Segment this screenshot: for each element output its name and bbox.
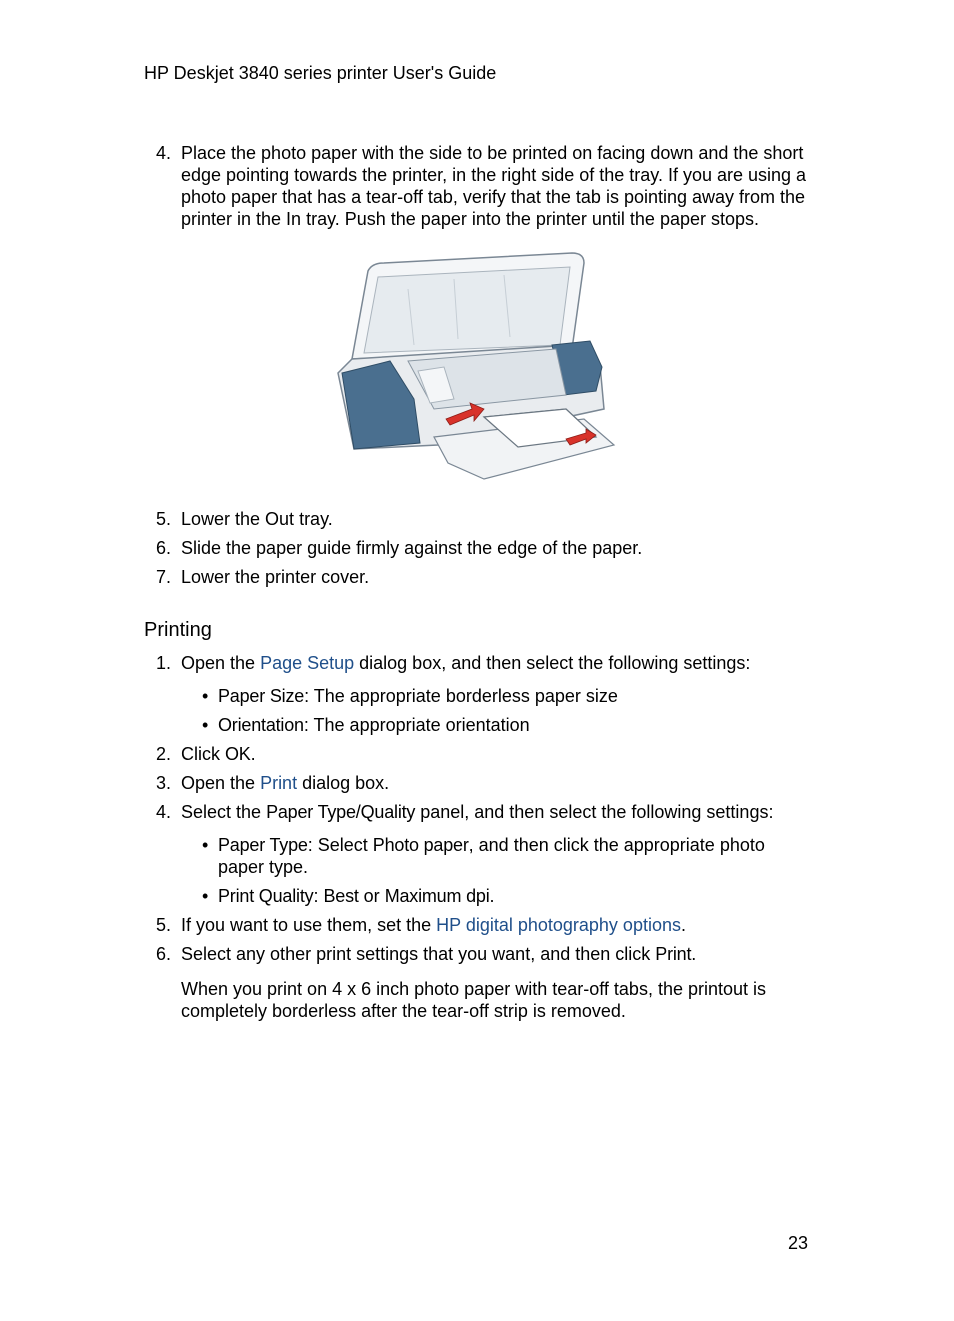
step-number: 1.: [156, 653, 172, 673]
list-item: [144, 772, 824, 794]
step-text: If you want to use them, set the: [181, 915, 437, 935]
step-number: 7.: [156, 567, 172, 587]
step-text: dialog box, and then select the following settings:: [354, 653, 751, 673]
bullet-icon: •: [202, 886, 209, 906]
panel-label: Paper Type/Quality: [266, 802, 416, 822]
bullet-icon: •: [202, 715, 209, 735]
step-text: Slide the paper guide firmly against the edge of the paper.: [181, 538, 643, 558]
setting-value: Maximum dpi: [384, 886, 490, 906]
list-item: [144, 142, 824, 230]
step-number: 4.: [156, 143, 172, 163]
step-text: Open the: [181, 653, 261, 673]
step-number: 6.: [156, 538, 172, 558]
step-text: dialog box.: [297, 773, 390, 793]
printing-steps: [144, 652, 824, 965]
bullet-item: [144, 885, 824, 907]
list-item: [144, 943, 824, 965]
setting-value: Photo paper: [372, 835, 469, 855]
setting-text: or: [358, 886, 385, 906]
list-item: [144, 537, 824, 559]
bullet-icon: •: [202, 835, 209, 855]
step-text: .: [691, 944, 697, 964]
step-text: Select any other print settings that you want, and then click: [181, 944, 656, 964]
setting-text: : The appropriate borderless paper size: [304, 686, 618, 706]
step-number: 3.: [156, 773, 172, 793]
setting-value: Best: [323, 886, 359, 906]
step-text: Place the photo paper with the side to be printed on facing down and the short edge pointing towards the printer, in the right side of the tray. If you are using a photo paper that has a tear-off tab, verify that the tab is pointing away from the printer in the In tray. Push the paper into the printer until the paper stops.: [181, 143, 807, 229]
printer-illustration: [334, 249, 616, 483]
list-item: [144, 914, 824, 936]
bullet-icon: •: [202, 686, 209, 706]
setting-text: , and then click the appropriate photo paper type.: [218, 835, 765, 877]
bullet-item: [144, 714, 824, 736]
step-number: 5.: [156, 509, 172, 529]
setting-label: Paper Type: [218, 835, 308, 855]
step-number: 4.: [156, 802, 172, 822]
list-item: [144, 508, 824, 530]
bullet-item: [144, 834, 824, 878]
list-item: [144, 566, 824, 588]
setting-text: : The appropriate orientation: [303, 715, 530, 735]
loading-steps-top: [144, 142, 824, 230]
ok-label: OK: [225, 744, 251, 764]
step-text: Select the: [181, 802, 267, 822]
setting-text: :: [313, 886, 324, 906]
bullet-item: [144, 685, 824, 707]
setting-label: Paper Size: [218, 686, 305, 706]
hp-digital-photography-link[interactable]: HP digital photography options: [436, 915, 681, 935]
list-item: [144, 801, 824, 823]
page-setup-link[interactable]: Page Setup: [260, 653, 355, 673]
step-text: Open the: [181, 773, 261, 793]
print-link[interactable]: Print: [260, 773, 298, 793]
step-text: Lower the Out tray.: [181, 509, 333, 529]
note-paragraph: When you print on 4 x 6 inch photo paper with tear-off tabs, the printout is completely borderless after the tear-off strip is removed.: [181, 979, 767, 1021]
step-number: 5.: [156, 915, 172, 935]
step-text: .: [680, 915, 686, 935]
print-label: Print: [655, 944, 692, 964]
page-header: HP Deskjet 3840 series printer User's Guide: [144, 63, 497, 83]
step-text: Click: [181, 744, 225, 764]
step-number: 6.: [156, 944, 172, 964]
step-text: .: [250, 744, 256, 764]
step-number: 2.: [156, 744, 172, 764]
step-text: Lower the printer cover.: [181, 567, 370, 587]
page-number: 23: [788, 1233, 809, 1253]
step-text: panel, and then select the following settings:: [415, 802, 774, 822]
list-item: [144, 743, 824, 765]
section-heading: Printing: [144, 619, 212, 641]
setting-text: : Select: [307, 835, 373, 855]
setting-label: Orientation: [218, 715, 304, 735]
list-item: [144, 652, 824, 674]
loading-steps-bottom: [144, 508, 824, 588]
setting-label: Print Quality: [218, 886, 314, 906]
setting-text: .: [489, 886, 495, 906]
